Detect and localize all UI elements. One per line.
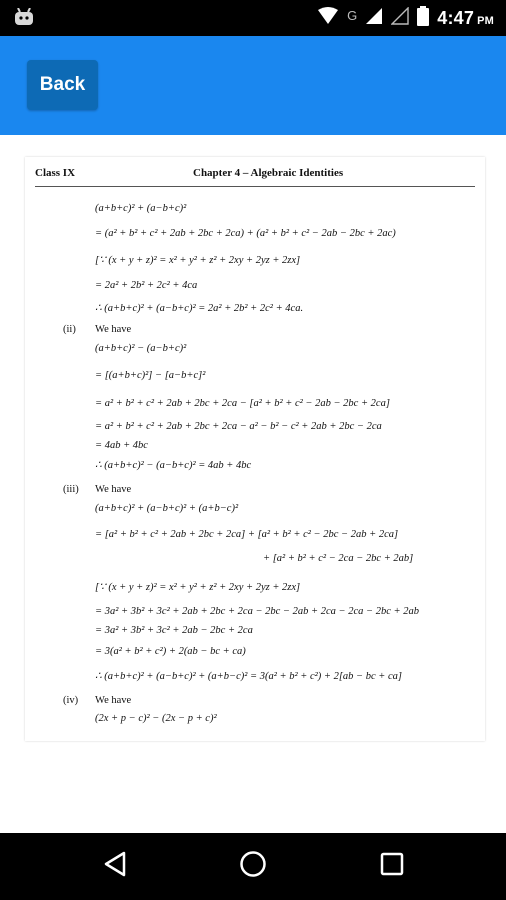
math-line: = (a² + b² + c² + 2ab + 2bc + 2ca) + (a² + b² + c² − 2ab − 2bc + 2ac) <box>95 228 396 239</box>
math-line: [∵ (x + y + z)² = x² + y² + z² + 2xy + 2yz + 2zx] <box>95 255 301 266</box>
part-label: (ii) <box>63 324 76 335</box>
nav-recents-button[interactable] <box>352 833 432 900</box>
android-debug-icon <box>14 8 34 31</box>
math-line: = 3a² + 3b² + 3c² + 2ab − 2bc + 2ca <box>95 625 253 636</box>
network-type-label: G <box>347 7 358 23</box>
math-line: (a+b+c)² + (a−b+c)² + (a+b−c)² <box>95 503 239 514</box>
clock-time: 4:47 <box>437 7 475 28</box>
math-line: (a+b+c)² + (a−b+c)² <box>95 203 187 214</box>
clock <box>437 8 494 29</box>
chapter-title: Chapter 4 – Algebraic Identities <box>193 167 344 179</box>
document-page[interactable] <box>25 157 485 741</box>
math-line: = 3(a² + b² + c²) + 2(ab − bc + ca) <box>95 646 246 657</box>
signal-icon <box>365 7 383 30</box>
math-line: = 3a² + 3b² + 3c² + 2ab + 2bc + 2ca − 2bc − 2ab + 2ca − 2ca − 2bc + 2ab <box>95 606 419 617</box>
nav-home-button[interactable] <box>213 833 293 900</box>
part-label: (iv) <box>63 695 79 706</box>
app-bar <box>0 36 506 135</box>
math-line: (a+b+c)² − (a−b+c)² <box>95 343 187 354</box>
math-line: (2x + p − c)² − (2x − p + c)² <box>95 713 217 724</box>
square-recents-icon <box>380 852 404 881</box>
we-have-label: We have <box>95 324 132 335</box>
status-icons <box>317 6 494 30</box>
triangle-back-icon <box>103 851 127 882</box>
math-line: ∴ (a+b+c)² − (a−b+c)² = 4ab + 4bc <box>95 460 252 471</box>
circle-home-icon <box>239 850 267 883</box>
signal-outline-icon <box>391 7 409 30</box>
document-header <box>35 161 475 187</box>
clock-ampm: PM <box>477 14 494 27</box>
content-area <box>0 135 506 833</box>
math-line: + [a² + b² + c² − 2ca − 2bc + 2ab] <box>263 553 414 564</box>
math-line: = 2a² + 2b² + 2c² + 4ca <box>95 280 198 291</box>
math-line: ∴ (a+b+c)² + (a−b+c)² = 2a² + 2b² + 2c² + 4ca. <box>95 303 304 314</box>
status-bar <box>0 0 506 36</box>
navigation-bar <box>0 833 506 900</box>
math-line: = [a² + b² + c² + 2ab + 2bc + 2ca] + [a² + b² + c² − 2bc − 2ab + 2ca] <box>95 529 399 540</box>
part-label: (iii) <box>63 484 79 495</box>
math-line: = a² + b² + c² + 2ab + 2bc + 2ca − a² − b² − c² + 2ab + 2bc − 2ca <box>95 421 382 432</box>
math-line: ∴ (a+b+c)² + (a−b+c)² + (a+b−c)² = 3(a² + b² + c²) + 2[ab − bc + ca] <box>95 671 402 682</box>
back-button[interactable]: Back <box>27 60 98 110</box>
math-line: [∵ (x + y + z)² = x² + y² + z² + 2xy + 2yz + 2zx] <box>95 582 301 593</box>
class-label: Class IX <box>35 167 76 179</box>
nav-back-button[interactable] <box>75 833 155 900</box>
wifi-icon <box>317 7 339 30</box>
math-line: = [(a+b+c)²] − [a−b+c]² <box>95 370 206 381</box>
math-line: = 4ab + 4bc <box>95 440 148 451</box>
math-line: = a² + b² + c² + 2ab + 2bc + 2ca − [a² + b² + c² − 2ab − 2bc + 2ca] <box>95 398 390 409</box>
we-have-label: We have <box>95 695 132 706</box>
battery-icon <box>417 6 429 31</box>
we-have-label: We have <box>95 484 132 495</box>
